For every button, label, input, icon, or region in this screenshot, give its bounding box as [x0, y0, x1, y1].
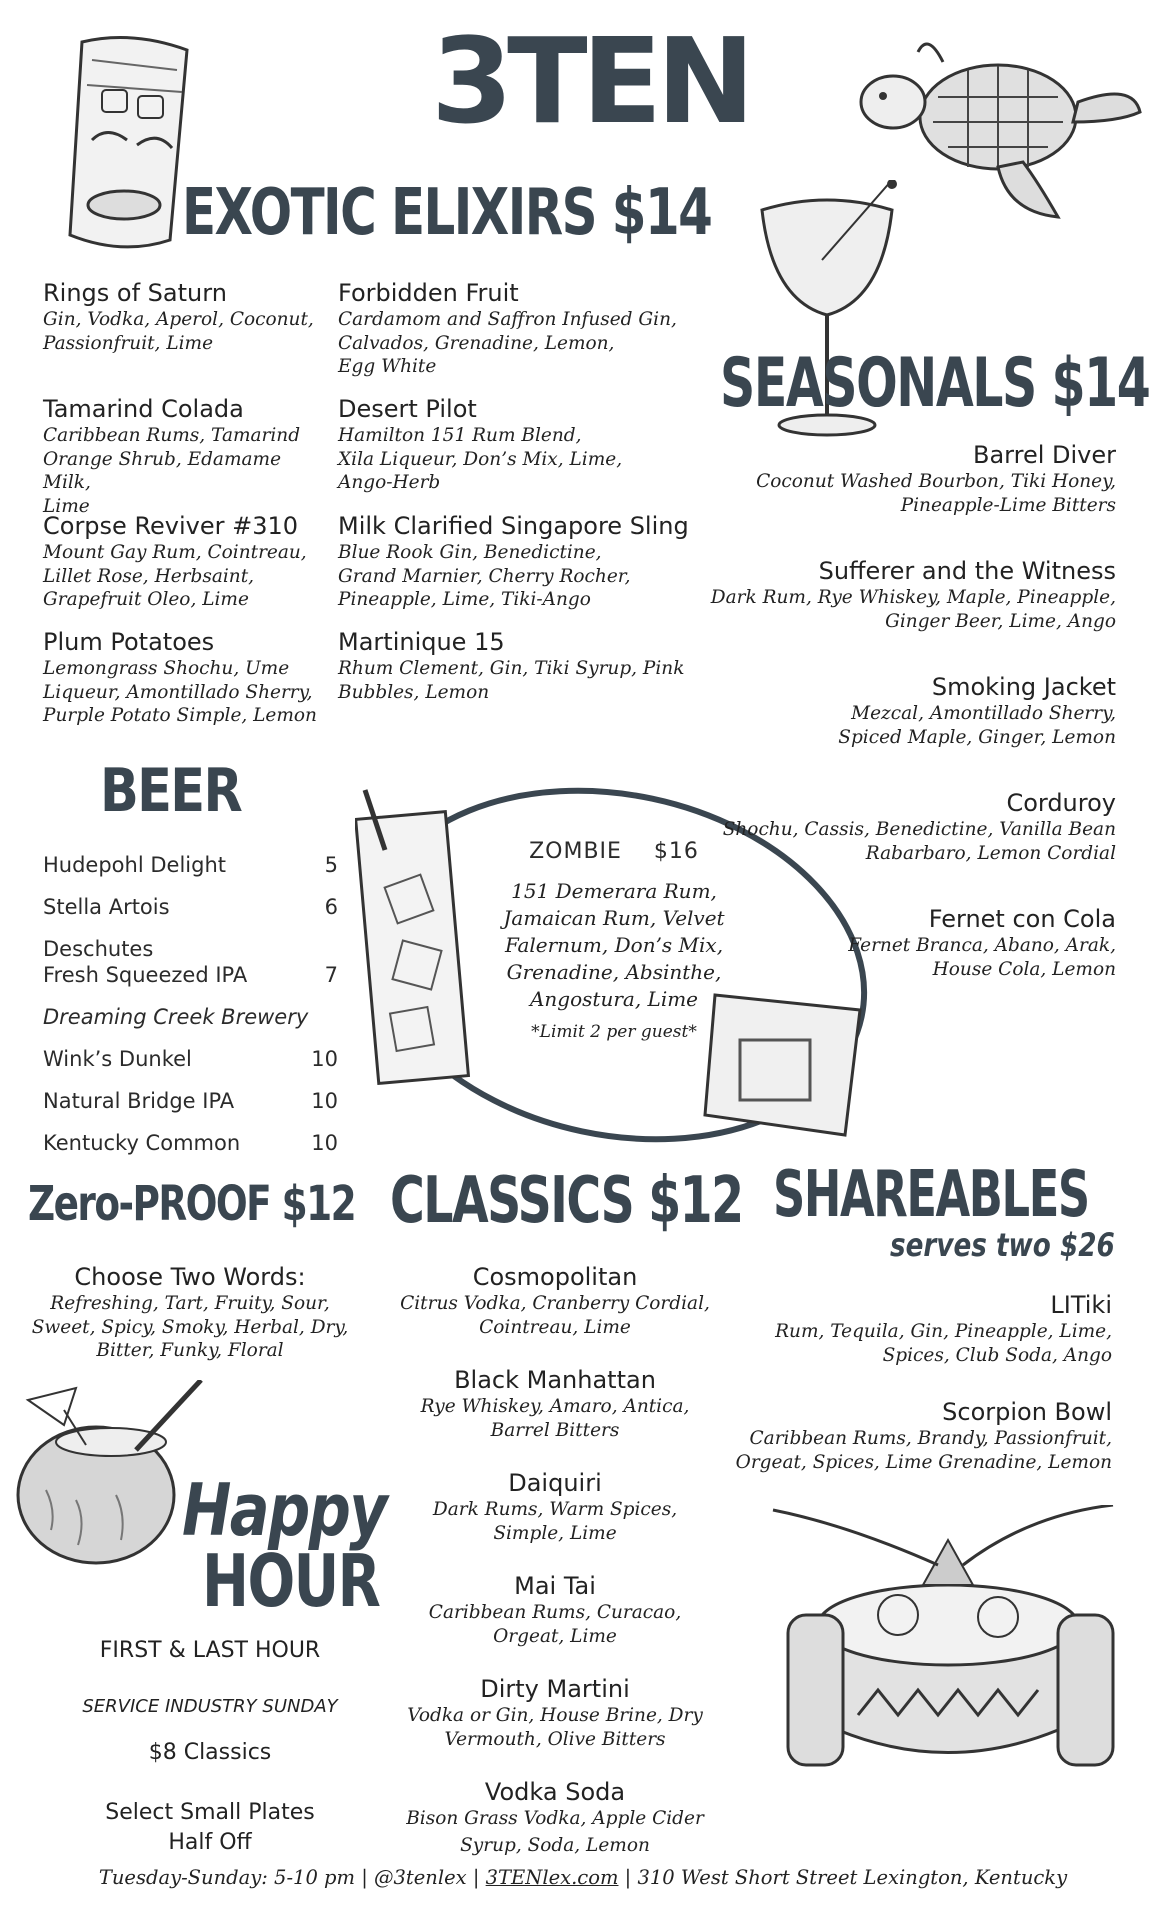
zombie-price: $16 — [653, 839, 699, 864]
item-desc-line: Syrup, Soda, Lemon — [460, 1834, 650, 1856]
item-desc-line: Simple, Lime — [493, 1522, 617, 1544]
item-name: Dirty Martini — [480, 1675, 630, 1703]
item-name: Cosmopolitan — [472, 1263, 638, 1291]
item-desc-line: Refreshing, Tart, Fruity, Sour, — [50, 1293, 330, 1314]
logo: 3TEN — [431, 12, 749, 150]
item-desc-line: Grapefruit Oleo, Lime — [43, 589, 249, 610]
beer-name: Wink’s Dunkel — [43, 1047, 192, 1071]
beer-price: 10 — [311, 1131, 338, 1155]
item-desc-line: Dark Rums, Warm Spices, — [432, 1499, 678, 1520]
beer-price: 10 — [311, 1047, 338, 1071]
footer-address: | 310 West Short Street Lexington, Kentucky — [624, 1866, 1068, 1889]
item-desc-line: Bitter, Funky, Floral — [96, 1340, 284, 1361]
happy-hour-plates: Select Small Plates — [105, 1800, 315, 1825]
menu-item — [338, 511, 698, 612]
beer-row — [43, 936, 338, 988]
item-desc-line: 151 Demerara Rum, — [511, 879, 717, 903]
item-name: Daiquiri — [508, 1469, 602, 1497]
item-desc-line: Lemongrass Shochu, Ume — [43, 658, 290, 679]
footer-website-link[interactable]: 3TENlex.com — [485, 1866, 619, 1889]
item-desc-line: Caribbean Rums, Tamarind — [43, 425, 301, 446]
item-name: Plum Potatoes — [43, 628, 215, 656]
menu-item — [338, 278, 698, 379]
item-desc-line: Lillet Rose, Herbsaint, — [43, 565, 255, 587]
item-desc-line: Jamaican Rum, Velvet — [503, 906, 725, 930]
beer-price: 6 — [324, 895, 338, 919]
beer-name: Kentucky Common — [43, 1131, 241, 1155]
item-desc-line: Mount Gay Rum, Cointreau, — [43, 542, 307, 563]
item-desc-line: Vodka or Gin, House Brine, Dry — [407, 1705, 703, 1726]
footer-social[interactable]: @3tenlex — [374, 1866, 467, 1889]
item-name: Forbidden Fruit — [338, 279, 519, 307]
item-desc-line: Grand Marnier, Cherry Rocher, — [338, 565, 631, 587]
item-name: Tamarind Colada — [43, 395, 244, 423]
beer-row — [43, 1130, 338, 1156]
item-name: Corpse Reviver #310 — [43, 512, 299, 540]
item-name: Corduroy — [1006, 789, 1116, 817]
brewery-name: Dreaming Creek Brewery — [43, 1005, 309, 1029]
item-name: Barrel Diver — [972, 441, 1116, 469]
item-name: Mai Tai — [514, 1572, 596, 1600]
seasonals-title: SEASONALS $14 — [720, 344, 1150, 423]
item-desc-line: Sweet, Spicy, Smoky, Herbal, Dry, — [31, 1316, 349, 1338]
item-desc-line: Orgeat, Spices, Lime Grenadine, Lemon — [735, 1451, 1112, 1473]
item-name: Martinique 15 — [338, 628, 505, 656]
item-desc-line: Liqueur, Amontillado Sherry, — [43, 681, 313, 703]
item-desc-line: Ango-Herb — [338, 472, 441, 493]
item-desc-line: Ginger Beer, Lime, Ango — [885, 610, 1116, 632]
item-desc-line: Gin, Vodka, Aperol, Coconut, — [43, 309, 314, 330]
item-desc-line: Shochu, Cassis, Benedictine, Vanilla Bean — [722, 819, 1116, 840]
footer — [0, 1866, 1166, 1889]
beer-name: Stella Artois — [43, 895, 170, 919]
beer-row — [43, 852, 338, 878]
item-desc-line: Pineapple-Lime Bitters — [900, 494, 1116, 516]
beer-name: Natural Bridge IPA — [43, 1089, 235, 1113]
menu-item — [700, 1397, 1112, 1474]
item-desc-line: Spiced Maple, Ginger, Lemon — [838, 726, 1116, 748]
item-desc-line: Calvados, Grenadine, Lemon, — [338, 332, 615, 354]
zero-proof-heading: Choose Two Words: — [74, 1263, 306, 1291]
item-desc-line: Hamilton 151 Rum Blend, — [338, 425, 582, 446]
item-name: Smoking Jacket — [931, 673, 1116, 701]
menu-item — [390, 1365, 720, 1442]
shareables-title: SHAREABLES — [773, 1158, 1089, 1232]
item-desc-line: Rum, Tequila, Gin, Pineapple, Lime, — [775, 1321, 1112, 1342]
zombie-limit: *Limit 2 per guest* — [531, 1022, 697, 1042]
item-name: Desert Pilot — [338, 395, 477, 423]
item-desc-line: Mezcal, Amontillado Sherry, — [851, 703, 1116, 724]
zero-proof-title: Zero-PROOF $12 — [28, 1176, 356, 1232]
zombie-heading — [495, 838, 733, 866]
item-name: Rings of Saturn — [43, 279, 227, 307]
item-desc-line: Rhum Clement, Gin, Tiki Syrup, Pink — [338, 658, 685, 679]
item-desc-line: Purple Potato Simple, Lemon — [43, 705, 317, 726]
beer-row — [43, 1046, 338, 1072]
item-desc-line: Dark Rum, Rye Whiskey, Maple, Pineapple, — [710, 587, 1116, 608]
item-desc-line: Cointreau, Lime — [479, 1316, 631, 1338]
item-name: Black Manhattan — [454, 1366, 656, 1394]
item-desc-line: Vermouth, Olive Bitters — [444, 1728, 666, 1750]
item-desc-line: Fernet Branca, Abano, Arak, — [848, 935, 1116, 956]
item-desc-line: Citrus Vodka, Cranberry Cordial, — [400, 1293, 710, 1314]
happy-hour-title: Happy — [182, 1468, 387, 1552]
item-desc-line: Pineapple, Lime, Tiki-Ango — [338, 589, 591, 610]
item-desc-line: Xila Liqueur, Don’s Mix, Lime, — [338, 448, 623, 470]
shareables-subtitle: serves two $26 — [890, 1226, 1115, 1264]
item-desc-line: Cardamom and Saffron Infused Gin, — [338, 309, 677, 330]
item-desc-line: Bubbles, Lemon — [338, 681, 490, 703]
happy-hour-plates-line2: Half Off — [168, 1830, 252, 1855]
item-name: Milk Clarified Singapore Sling — [338, 512, 689, 540]
item-desc-line: Blue Rook Gin, Benedictine, — [338, 542, 602, 563]
item-desc-line: Lime — [43, 495, 90, 517]
item-desc-line: Angostura, Lime — [529, 987, 699, 1011]
menu-item — [43, 278, 333, 355]
happy-hour-first-last: FIRST & LAST HOUR — [99, 1638, 321, 1663]
scorpion-bowl-illustration — [768, 1505, 1128, 1805]
item-desc-line: Grenadine, Absinthe, — [506, 960, 722, 984]
item-desc-line: Passionfruit, Lime — [43, 332, 214, 354]
footer-separator: | — [472, 1866, 480, 1889]
item-desc-line: Caribbean Rums, Brandy, Passionfruit, — [749, 1428, 1112, 1449]
beer-name: Deschutes — [43, 937, 154, 961]
item-desc-line: Orange Shrub, Edamame Milk, — [43, 448, 282, 493]
menu-item — [390, 1777, 720, 1857]
menu-item — [43, 627, 333, 728]
menu-item — [660, 556, 1116, 633]
menu-item — [390, 1468, 720, 1545]
happy-hour-sunday: SERVICE INDUSTRY SUNDAY — [82, 1696, 338, 1717]
item-desc-line: House Cola, Lemon — [932, 958, 1116, 980]
happy-hour-title-line2: HOUR — [202, 1539, 380, 1623]
item-desc-line: Orgeat, Lime — [493, 1625, 617, 1647]
menu-item — [338, 394, 698, 495]
zombie-name: ZOMBIE — [529, 839, 622, 864]
classics-title: CLASSICS $12 — [390, 1164, 743, 1238]
menu-item — [700, 1290, 1112, 1367]
menu-item — [660, 440, 1116, 517]
item-name: LITiki — [1050, 1291, 1112, 1319]
item-desc-line: Bison Grass Vodka, Apple Cider — [406, 1808, 704, 1829]
beer-price: 10 — [311, 1089, 338, 1113]
menu-item — [390, 1262, 720, 1339]
beer-name-line2: Fresh Squeezed IPA — [43, 963, 248, 987]
zero-proof-block — [20, 1262, 360, 1363]
item-desc-line: Egg White — [338, 356, 437, 377]
menu-item — [390, 1571, 720, 1648]
menu-item — [43, 394, 333, 518]
menu-item — [390, 1674, 720, 1751]
beer-row — [43, 1088, 338, 1114]
footer-hours: Tuesday-Sunday: 5-10 pm | — [98, 1866, 368, 1889]
item-name: Sufferer and the Witness — [818, 557, 1116, 585]
item-desc-line: Barrel Bitters — [490, 1419, 620, 1441]
item-desc-line: Caribbean Rums, Curacao, — [428, 1602, 682, 1623]
beer-name: Hudepohl Delight — [43, 853, 226, 877]
exotic-elixirs-title: EXOTIC ELIXIRS $14 — [182, 176, 712, 250]
item-desc-line: Falernum, Don’s Mix, — [504, 933, 724, 957]
item-desc-line: Coconut Washed Bourbon, Tiki Honey, — [756, 471, 1116, 492]
beer-title: BEER — [100, 756, 242, 826]
item-desc-line: Rabarbaro, Lemon Cordial — [865, 842, 1116, 864]
happy-hour-classics: $8 Classics — [148, 1740, 272, 1765]
menu-item — [660, 672, 1116, 749]
item-name: Vodka Soda — [484, 1778, 626, 1806]
item-desc-line: Rye Whiskey, Amaro, Antica, — [420, 1396, 690, 1417]
beer-price: 7 — [324, 963, 338, 987]
beer-price: 5 — [324, 853, 338, 877]
item-name: Scorpion Bowl — [942, 1398, 1112, 1426]
menu-item — [338, 627, 698, 704]
beer-row — [43, 894, 338, 920]
item-name: Fernet con Cola — [928, 905, 1116, 933]
item-desc-line: Spices, Club Soda, Ango — [882, 1344, 1112, 1366]
zombie-feature — [495, 838, 733, 1045]
brewery-heading — [43, 1004, 338, 1030]
menu-item — [43, 511, 333, 612]
